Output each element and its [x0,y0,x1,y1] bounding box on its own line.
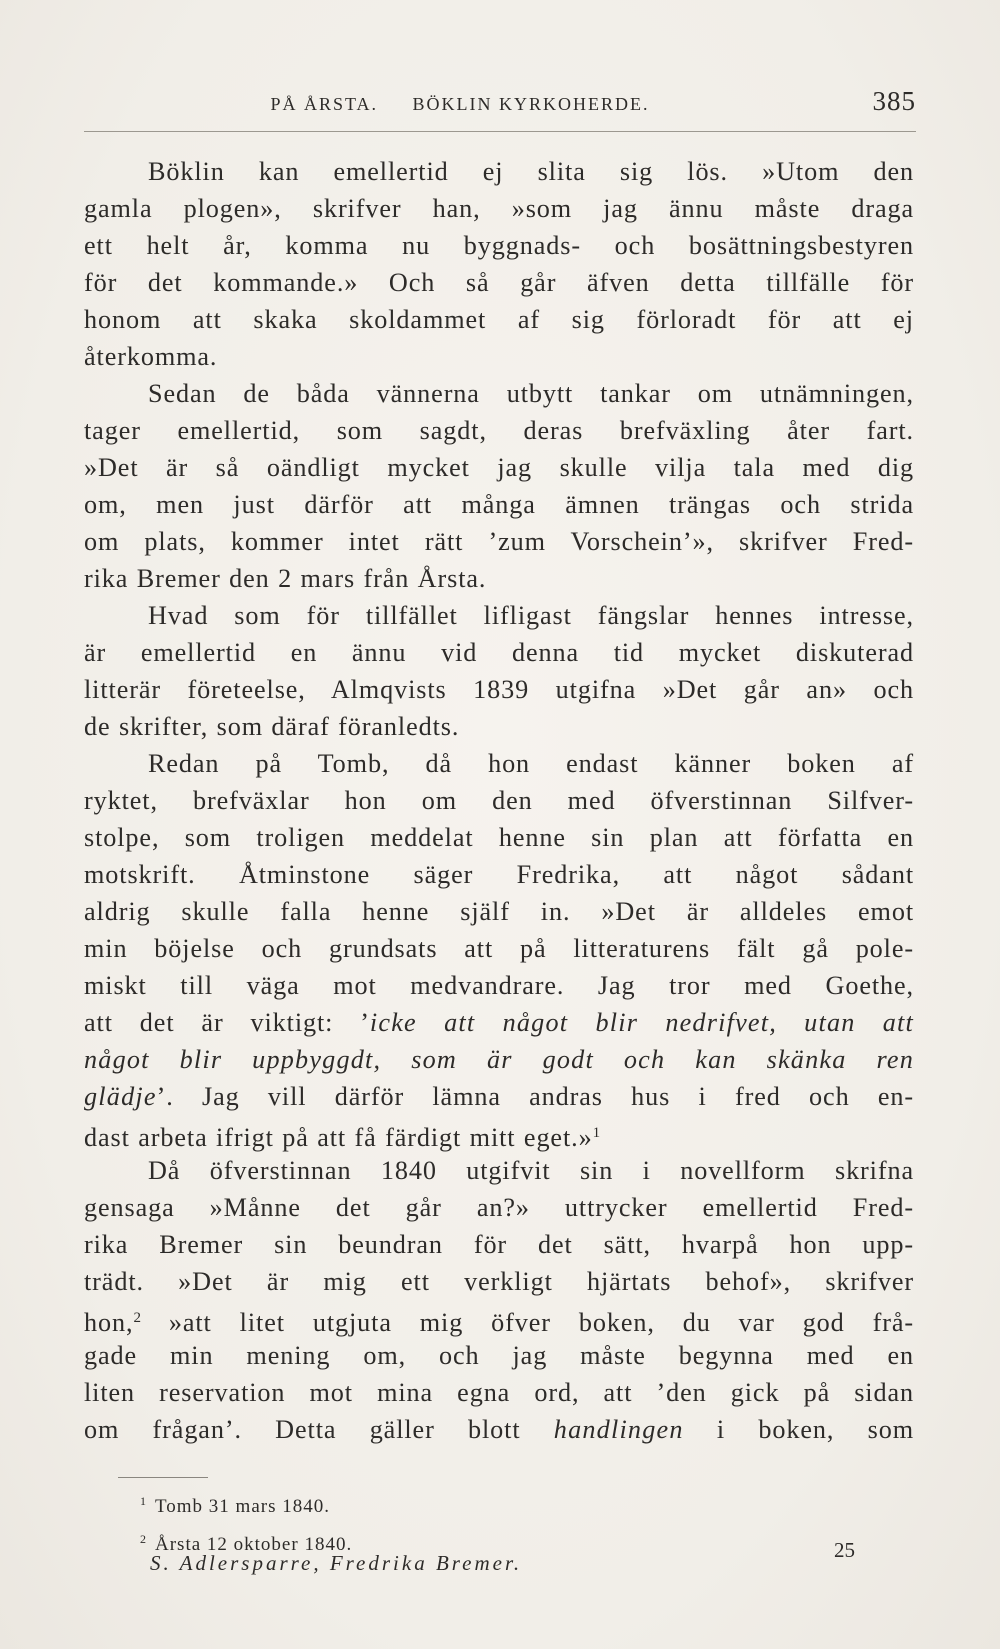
text-line [84,338,914,375]
line-text: om, men just därför att många ämnen trängas och strida [84,490,914,519]
line-text: Sedan de båda vännerna utbytt tankar om utnämningen, [148,379,914,408]
text-line [84,597,914,634]
header-rule [84,131,916,132]
text-line [84,375,914,412]
footnote-mark: 1 [140,1494,147,1508]
text-line [84,264,914,301]
text-line [84,1337,914,1374]
line-text: aldrig skulle falla henne själf in. »Det är alldeles emot [84,897,914,926]
text-line [84,1226,914,1263]
footnote-1 [140,1485,352,1523]
text-line [84,1115,914,1152]
text-line [84,671,914,708]
text-line [84,967,914,1004]
text-line [84,1300,914,1337]
text-line [84,153,914,190]
signature-line: S. Adlersparre, Fredrika Bremer. [150,1551,523,1575]
footnote-text: Årsta 12 oktober 1840. [155,1534,353,1555]
line-text: rika Bremer den 2 mars från Årsta. [84,564,487,593]
text-line [84,449,914,486]
line-text: de skrifter, som däraf föranledts. [84,712,460,741]
line-text: att det är viktigt: ’ [84,1008,370,1037]
line-text: Då öfverstinnan 1840 utgifvit sin i novellform skrifna [148,1156,914,1185]
text-line [84,1152,914,1189]
text-line [84,486,914,523]
line-text: gamla plogen», skrifver han, »som jag ännu måste draga [84,194,914,223]
text-line [84,634,914,671]
footnote-mark: 2 [140,1532,147,1546]
text-line [84,1263,914,1300]
text-line [84,856,914,893]
line-text: honom att skaka skoldammet af sig förloradt för att ej [84,305,914,334]
text-line [84,1189,914,1226]
text-line [84,301,914,338]
italic-text: något blir uppbyggdt, som är godt och kan skänka ren [84,1045,914,1074]
line-text: »Det är så oändligt mycket jag skulle vilja tala med dig [84,453,914,482]
footnote-reference: 1 [592,1125,601,1141]
line-text: är emellertid en ännu vid denna tid mycket diskuterad [84,638,914,667]
text-line [84,560,914,597]
line-text: ryktet, brefväxlar hon om den med öfverstinnan Silfver- [84,786,914,815]
running-title-left: PÅ ÅRSTA. [270,94,379,114]
footnote-text: Tomb 31 mars 1840. [155,1496,330,1517]
text-line [84,190,914,227]
text-line [84,1411,914,1448]
running-title-right: BÖKLIN KYRKOHERDE. [412,94,650,114]
line-text: dast arbeta ifrigt på att få färdigt mitt eget.» [84,1123,593,1152]
line-text: ett helt år, komma nu byggnads- och bosättningsbestyren [84,231,914,260]
text-line [84,1004,914,1041]
line-text: motskrift. Åtminstone säger Fredrika, att något sådant [84,860,914,889]
text-line [84,1374,914,1411]
text-line [84,523,914,560]
line-text: gensaga »Månne det går an?» uttrycker emellertid Fred- [84,1193,914,1222]
text-line [84,227,914,264]
footnote-reference: 2 [133,1310,141,1326]
line-text: miskt till väga mot medvandrare. Jag tror med Goethe, [84,971,914,1000]
running-head [84,86,916,126]
line-text: min böjelse och grundsats att på litteraturens fält gå pole- [84,934,914,963]
line-text: trädt. »Det är mig ett verkligt hjärtats behof», skrifver [84,1267,914,1296]
body-text [84,153,914,1448]
line-text: Redan på Tomb, då hon endast känner boken af [148,749,914,778]
sheet-number: 25 [834,1538,855,1562]
line-text: gade min mening om, och jag måste begynna med en [84,1341,914,1370]
line-text: Hvad som för tillfället lifligast fängslar hennes intresse, [148,601,914,630]
line-text: tager emellertid, som sagdt, deras brefväxling åter fart. [84,416,914,445]
italic-text: icke att något blir nedrifvet, utan att [369,1008,915,1037]
line-text: om frågan’. Detta gäller blott [84,1415,554,1444]
line-text: liten reservation mot mina egna ord, att ’den gick på sidan [84,1378,914,1407]
page-number: 385 [872,86,916,116]
line-text: om plats, kommer intet rätt ’zum Vorschein’», skrifver Fred- [84,527,914,556]
line-text: ’. Jag vill därför lämna andras hus i fred och en- [156,1082,914,1111]
running-title [84,94,836,115]
text-line [84,930,914,967]
text-line [84,819,914,856]
italic-text: glädje [84,1082,157,1111]
text-line [84,708,914,745]
line-text: »att litet utgjuta mig öfver boken, du var god frå- [140,1308,914,1337]
line-text: hon, [84,1308,134,1337]
text-line [84,412,914,449]
text-line [84,745,914,782]
footnotes [140,1485,352,1561]
line-text: rika Bremer sin beundran för det sätt, hvarpå hon upp- [84,1230,914,1259]
text-line [84,1078,914,1115]
line-text: återkomma. [84,342,218,371]
line-text: litterär företeelse, Almqvists 1839 utgifna »Det går an» och [84,675,914,704]
text-line [84,782,914,819]
line-text: Böklin kan emellertid ej slita sig lös. »Utom den [148,157,914,186]
line-text: för det kommande.» Och så går äfven detta tillfälle för [84,268,914,297]
line-text: stolpe, som troligen meddelat henne sin plan att författa en [84,823,914,852]
footnote-rule [118,1477,208,1478]
line-text: i boken, som [683,1415,914,1444]
text-line [84,1041,914,1078]
italic-text: handlingen [553,1415,684,1444]
text-line [84,893,914,930]
